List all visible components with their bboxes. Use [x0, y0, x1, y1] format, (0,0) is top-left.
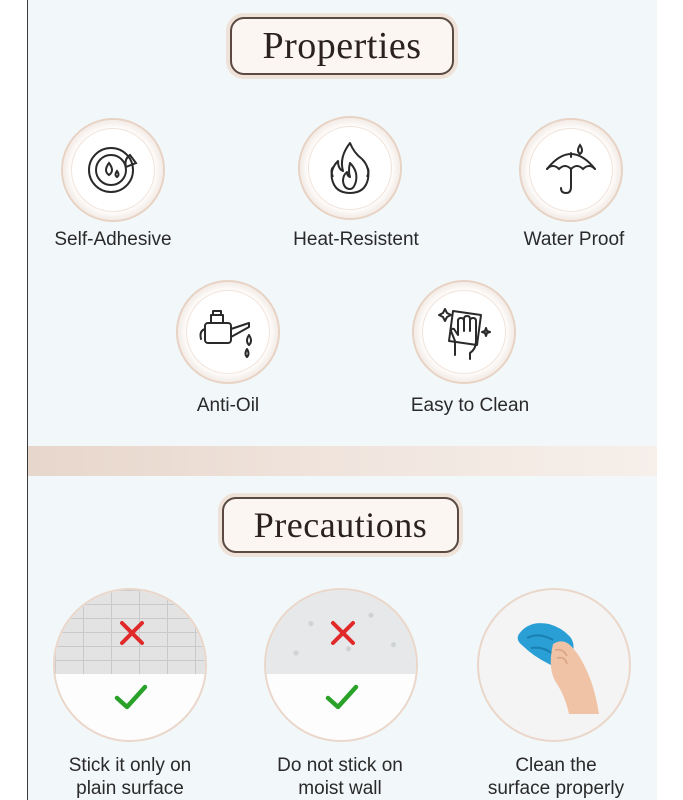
- property-label-self-adhesive: Self-Adhesive: [54, 229, 172, 250]
- properties-title-badge: [230, 17, 454, 75]
- precaution-label-2-line2: moist wall: [298, 778, 382, 799]
- precaution-label-1-line2: plain surface: [76, 778, 184, 799]
- precaution-label-2-line1: Do not stick on: [277, 755, 403, 776]
- property-label-easy-to-clean: Easy to Clean: [410, 395, 530, 416]
- self-adhesive-icon: [63, 120, 163, 220]
- fire-icon: [300, 118, 400, 218]
- precaution-label-3-line2: surface properly: [487, 778, 625, 799]
- property-label-anti-oil: Anti-Oil: [196, 395, 260, 416]
- red-cross-icon: [328, 618, 358, 648]
- hand-with-blue-cloth-icon: [509, 614, 605, 714]
- precaution-label-3-line1: Clean the: [515, 755, 597, 776]
- properties-title: Properties: [262, 25, 422, 67]
- precautions-title-badge: [222, 497, 459, 553]
- precautions-title: Precautions: [253, 505, 428, 545]
- property-label-heat-resistent: Heat-Resistent: [293, 229, 419, 250]
- moist-wall-image: [264, 588, 418, 742]
- section-divider: [28, 446, 657, 476]
- red-cross-icon: [117, 618, 147, 648]
- precaution-label-3: [468, 754, 644, 800]
- precaution-label-1: [50, 754, 210, 800]
- umbrella-icon: [521, 120, 621, 220]
- brick-wall-image: [53, 588, 207, 742]
- cleaning-glove-icon: [414, 282, 514, 382]
- oil-can-icon: [178, 282, 278, 382]
- precaution-label-2: [258, 754, 422, 800]
- precaution-label-1-line1: Stick it only on: [68, 755, 192, 776]
- hand-wiping-image: [477, 588, 631, 742]
- property-label-water-proof: Water Proof: [523, 229, 625, 250]
- right-margin: [657, 0, 683, 800]
- green-check-icon: [113, 682, 149, 712]
- green-check-icon: [324, 682, 360, 712]
